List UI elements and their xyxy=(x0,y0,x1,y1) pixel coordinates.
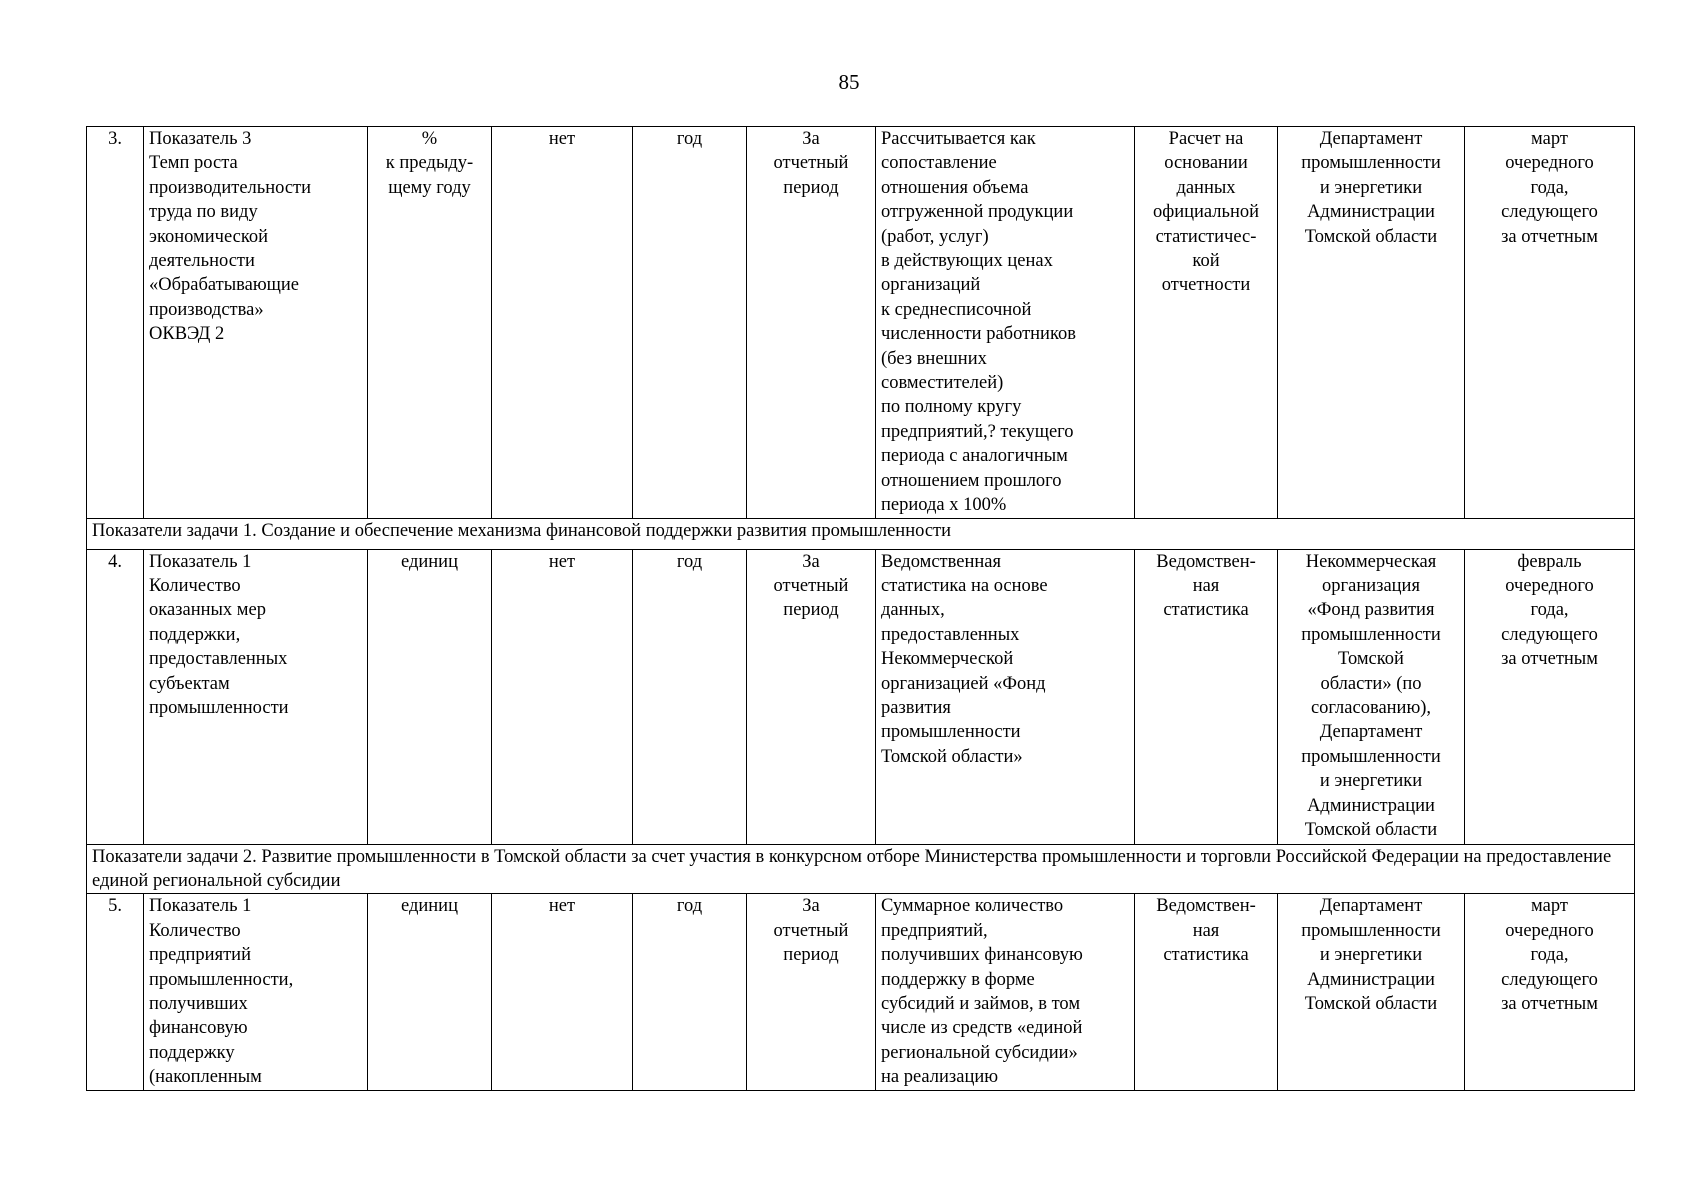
indicator-name: Показатель 1 Количество оказанных мер поддержки, предоставленных субъектам промышленности xyxy=(144,549,368,844)
row-number: 5. xyxy=(87,894,144,1090)
responsible-body: Департамент промышленности и энергетики Администрации Томской области xyxy=(1278,894,1465,1090)
indicator-flag: нет xyxy=(492,549,633,844)
calculation-method: Рассчитывается как сопоставление отношения объема отгруженной продукции (работ, услуг) в действующих ценах организаций к среднесписочной численности работников (без внешних совместителей) по полному кругу предприятий,? текущего периода с аналогичным отношением прошлого периода х 100% xyxy=(876,127,1135,519)
periodicity: год xyxy=(633,549,747,844)
data-source: Ведомствен- ная статистика xyxy=(1135,894,1278,1090)
section-heading: Показатели задачи 2. Развитие промышленности в Томской области за счет участия в конкурсном отборе Министерства промышленности и торговли Российской Федерации на предоставление единой региональной субсидии xyxy=(87,844,1635,894)
row-number: 3. xyxy=(87,127,144,519)
reporting-period: За отчетный период xyxy=(747,127,876,519)
unit-of-measure: % к предыду- щему году xyxy=(368,127,492,519)
calculation-method: Суммарное количество предприятий, получивших финансовую поддержку в форме субсидий и займов, в том числе из средств «единой региональной субсидии» на реализацию xyxy=(876,894,1135,1090)
data-source: Ведомствен- ная статистика xyxy=(1135,549,1278,844)
deadline: март очередного года, следующего за отчетным xyxy=(1465,894,1635,1090)
indicator-flag: нет xyxy=(492,127,633,519)
section-row xyxy=(87,518,1635,549)
data-source: Расчет на основании данных официальной статистичес- кой отчетности xyxy=(1135,127,1278,519)
page-number: 85 xyxy=(838,70,860,94)
indicator-name: Показатель 1 Количество предприятий промышленности, получивших финансовую поддержку (накопленным xyxy=(144,894,368,1090)
table-row xyxy=(87,127,1635,519)
table-row xyxy=(87,894,1635,1090)
responsible-body: Некоммерческая организация «Фонд развития промышленности Томской области» (по согласованию), Департамент промышленности и энергетики Администрации Томской области xyxy=(1278,549,1465,844)
periodicity: год xyxy=(633,894,747,1090)
responsible-body: Департамент промышленности и энергетики Администрации Томской области xyxy=(1278,127,1465,519)
section-row xyxy=(87,844,1635,894)
unit-of-measure: единиц xyxy=(368,549,492,844)
row-number: 4. xyxy=(87,549,144,844)
indicator-flag: нет xyxy=(492,894,633,1090)
indicators-table xyxy=(86,126,1635,1091)
calculation-method: Ведомственная статистика на основе данных, предоставленных Некоммерческой организацией «Фонд развития промышленности Томской области» xyxy=(876,549,1135,844)
deadline: февраль очередного года, следующего за отчетным xyxy=(1465,549,1635,844)
table-row xyxy=(87,549,1635,844)
reporting-period: За отчетный период xyxy=(747,894,876,1090)
indicator-name: Показатель 3 Темп роста производительности труда по виду экономической деятельности «Обрабатывающие производства» ОКВЭД 2 xyxy=(144,127,368,519)
reporting-period: За отчетный период xyxy=(747,549,876,844)
periodicity: год xyxy=(633,127,747,519)
unit-of-measure: единиц xyxy=(368,894,492,1090)
deadline: март очередного года, следующего за отчетным xyxy=(1465,127,1635,519)
section-heading: Показатели задачи 1. Создание и обеспечение механизма финансовой поддержки развития промышленности xyxy=(87,518,1635,549)
